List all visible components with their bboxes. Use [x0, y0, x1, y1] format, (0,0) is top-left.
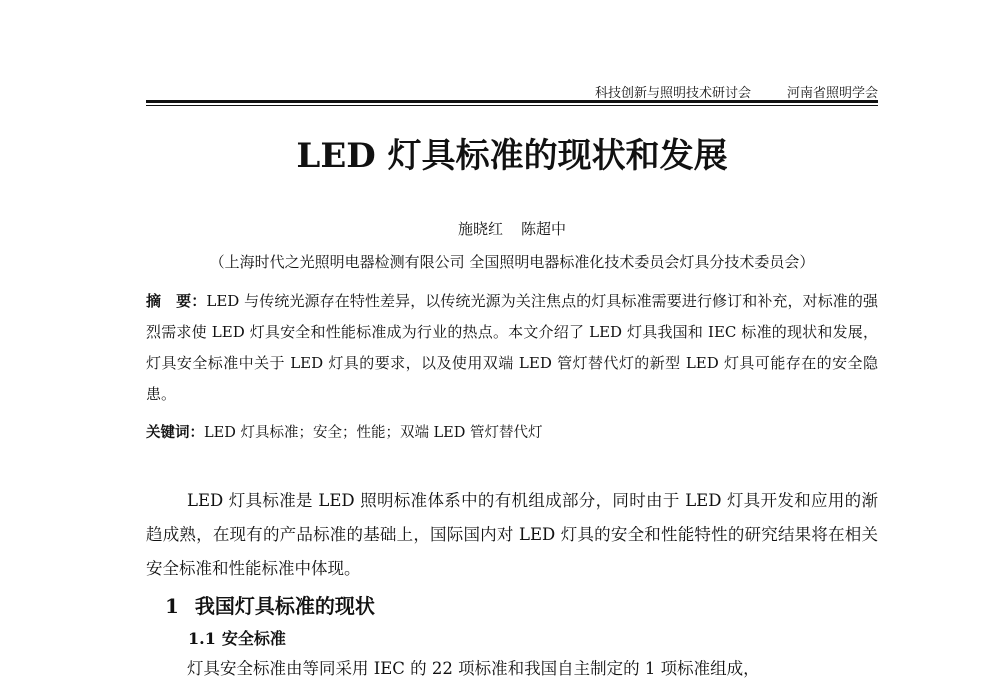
body-paragraph: 灯具安全标准由等同采用 IEC 的 22 项标准和我国自主制定的 1 项标准组成， [187, 659, 760, 678]
section-title: 我国灯具标准的现状 [194, 594, 375, 618]
abstract-text: LED 与传统光源存在特性差异，以传统光源为关注焦点的灯具标准需要进行修订和补充，对标准的强烈需求使 LED 灯具安全和性能标准成为行业的热点。本文介绍了 LED 灯具我国和 IEC 标准的现状和发展，灯具安全标准中关于 LED 灯具的要求，以及使用双端 LED 管灯替代灯的新型 LED 灯具可能存在的安全隐患。 [146, 292, 878, 403]
conference-name: 科技创新与照明技术研讨会 [594, 86, 751, 101]
running-header [150, 82, 878, 102]
header-rule-thin [146, 105, 878, 106]
section-heading [165, 590, 375, 619]
subsection-title: 安全标准 [221, 629, 286, 648]
author-list [146, 218, 878, 239]
affiliation: （上海时代之光照明电器检测有限公司 全国照明电器标准化技术委员会灯具分技术委员会） [209, 253, 815, 271]
keywords-label: 关键词： [146, 424, 204, 441]
author-name: 陈超中 [521, 220, 567, 238]
subsection-heading [188, 626, 286, 649]
keywords [146, 421, 878, 442]
keywords-text: LED 灯具标准；安全；性能；双端 LED 管灯替代灯 [204, 425, 543, 441]
author-name: 施晓红 [457, 220, 503, 238]
abstract [146, 286, 878, 410]
intro-paragraph: LED 灯具标准是 LED 照明标准体系中的有机组成部分，同时由于 LED 灯具开发和应用的渐趋成熟，在现有的产品标准的基础上，国际国内对 LED 灯具的安全和性能特性的研究结果将在相关安全标准和性能标准中体现。 [146, 491, 878, 578]
abstract-label: 摘 要： [146, 292, 207, 310]
subsection-number: 1.1 [188, 629, 216, 648]
society-name: 河南省照明学会 [786, 86, 878, 101]
header-rule [146, 100, 878, 103]
paper-title: LED 灯具标准的现状和发展 [296, 136, 728, 176]
section-number: 1 [165, 594, 179, 618]
